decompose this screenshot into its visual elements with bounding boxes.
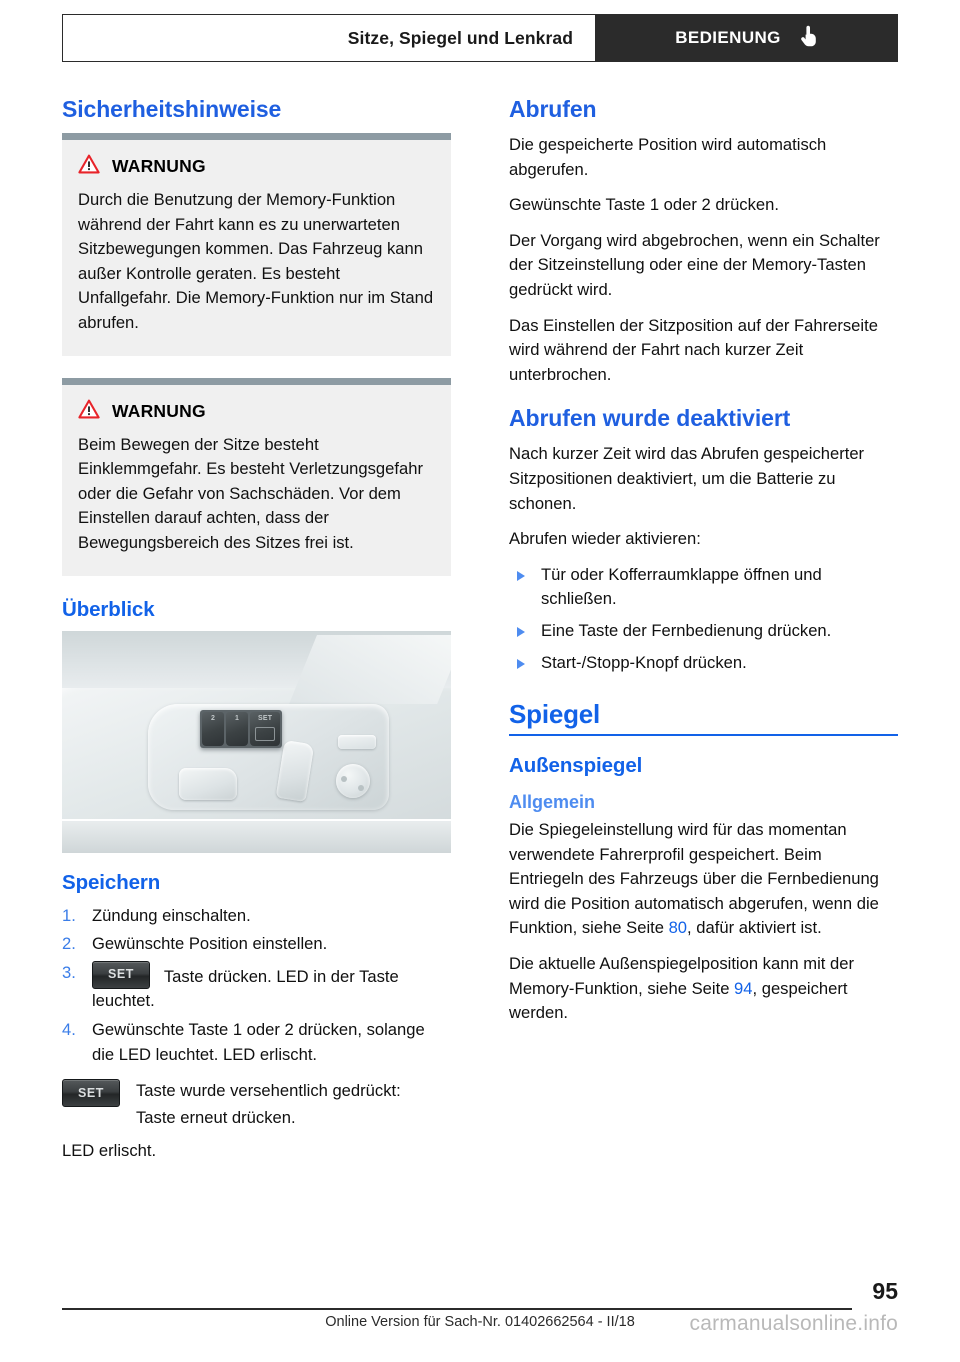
footer-divider xyxy=(62,1308,852,1310)
figure-memory-button-1 xyxy=(226,712,248,746)
set-button-note-line2: Taste erneut drücken. xyxy=(136,1108,296,1128)
pointing-hand-icon xyxy=(799,24,819,53)
heading-speichern: Speichern xyxy=(62,870,161,894)
warning-header-2 xyxy=(78,399,435,424)
abrufen-paragraph-1: Die gespeicherte Position wird automatisch abgerufen. xyxy=(509,135,827,179)
led-closing-text: LED erlischt. xyxy=(62,1141,157,1161)
allgemein-paragraph-1 xyxy=(509,818,898,941)
save-step-1: Zündung einschalten. xyxy=(92,905,251,925)
page-footer xyxy=(62,1278,898,1340)
header-title-box xyxy=(62,14,596,62)
figure-memory-button-2-label: 2 xyxy=(211,715,216,723)
chapter-tab-label: BEDIENUNG xyxy=(675,28,781,47)
reactivate-item-3: Start-/Stopp-Knopf drücken. xyxy=(509,651,898,676)
footer-online-note: Online Version für Sach-Nr. 01402662564 - II/18 xyxy=(325,1314,635,1330)
page-reference-80[interactable]: 80 xyxy=(668,918,688,938)
set-button-note-line1: Taste wurde versehentlich gedrückt: xyxy=(136,1081,401,1101)
deaktiviert-paragraph-2: Abrufen wieder aktivieren: xyxy=(509,529,701,549)
figure-memory-button-set-label: SET xyxy=(257,715,273,723)
allgemein-paragraph-2 xyxy=(509,952,898,1026)
warning-triangle-icon xyxy=(78,399,100,424)
reactivate-item-2: Eine Taste der Fernbedienung drücken. xyxy=(509,619,898,644)
page-title: Sitze, Spiegel und Lenkrad xyxy=(347,27,573,48)
set-button-note xyxy=(62,1077,451,1131)
allgemein-paragraph-2-pre: Die aktuelle Außenspiegelposition kann mit der Memory-Funktion, siehe Seite xyxy=(509,954,854,998)
heading-spiegel: Spiegel xyxy=(509,699,898,736)
warning-text-1: Durch die Benutzung der Memory-Funktion während der Fahrt kann es zu unerwarteten Sitzbewegungen kommen. Das Fahrzeug kann außer Kontrolle geraten. Es besteht Unfallgefahr. Die Memory-Funktion nur im Stand abrufen. xyxy=(78,190,434,332)
seat-memory-controls-figure xyxy=(62,631,451,853)
figure-memory-button-group xyxy=(200,710,282,748)
warning-label-1: WARNUNG xyxy=(112,156,206,176)
figure-lumbar-knob xyxy=(336,764,370,798)
save-step-4: Gewünschte Taste 1 oder 2 drücken, solange die LED leuchtet. LED erlischt. xyxy=(92,1019,425,1064)
heading-abrufen: Abrufen xyxy=(509,96,597,122)
reactivate-list xyxy=(509,563,898,675)
warning-box-1 xyxy=(62,133,451,356)
figure-memory-button-1-label: 1 xyxy=(235,715,240,723)
abrufen-paragraph-3: Der Vorgang wird abgebrochen, wenn ein Schalter der Sitzeinstellung oder eine der Memory-Tasten gedrückt wird. xyxy=(509,230,880,299)
deaktiviert-paragraph-1: Nach kurzer Zeit wird das Abrufen gespeicherter Sitzpositionen deaktiviert, um die Batterie zu schonen. xyxy=(509,444,865,513)
allgemein-paragraph-1-post: , dafür aktiviert ist. xyxy=(687,918,822,938)
chapter-tab-bedienung[interactable] xyxy=(596,14,898,62)
warning-box-2 xyxy=(62,378,451,576)
reactivate-item-1: Tür oder Kofferraumklappe öffnen und schließen. xyxy=(509,563,898,612)
warning-triangle-icon xyxy=(78,154,100,179)
figure-cushion-control xyxy=(179,768,237,800)
figure-headrest-control xyxy=(338,735,376,749)
set-button-glyph xyxy=(62,1079,120,1107)
warning-label-2: WARNUNG xyxy=(112,400,206,421)
save-step-3-text: Taste drücken. LED in der Taste leuchtet. xyxy=(92,966,399,1011)
heading-abrufen-deaktiviert: Abrufen wurde deaktiviert xyxy=(509,405,791,432)
save-step-2: Gewünschte Position einstellen. xyxy=(92,934,328,954)
warning-text-2: Beim Bewegen der Sitze besteht Einklemmgefahr. Es besteht Verletzungsgefahr oder die Gefahr von Sachschäden. Vor dem Einstellen darauf achten, dass der Bewegungsbereich des Sitzes frei ist. xyxy=(78,434,423,552)
save-steps-list xyxy=(62,904,451,1068)
abrufen-paragraph-2: Gewünschte Taste 1 oder 2 drücken. xyxy=(509,195,779,215)
set-button-glyph-label: SET xyxy=(107,967,135,982)
set-button-note-text xyxy=(136,1077,401,1131)
page-header xyxy=(62,14,898,62)
set-button-glyph xyxy=(92,961,150,989)
abrufen-paragraph-4: Das Einstellen der Sitzposition auf der Fahrerseite wird während der Fahrt nach kurzer Zeit unterbrochen. xyxy=(509,315,878,384)
heading-aussenspiegel: Außenspiegel xyxy=(509,754,643,778)
heading-sicherheitshinweise: Sicherheitshinweise xyxy=(62,96,282,122)
set-button-glyph-label: SET xyxy=(77,1086,105,1101)
heading-ueberblick: Überblick xyxy=(62,597,155,621)
warning-header-1 xyxy=(78,154,435,179)
right-column xyxy=(509,96,898,1026)
allgemein-paragraph-1-pre: Die Spiegeleinstellung wird für das momentan verwendete Fahrerprofil gespeichert. Beim Entriegeln des Fahrzeugs über die Fernbedienung wird die Position automatisch abgerufen, wenn die Funktion, siehe Seite xyxy=(509,820,879,938)
heading-allgemein: Allgemein xyxy=(509,792,596,813)
figure-memory-button-2 xyxy=(202,712,224,746)
page-number: 95 xyxy=(872,1278,898,1304)
figure-memory-button-set xyxy=(250,712,280,746)
left-column xyxy=(62,96,451,1164)
footer-watermark: carmanualsonline.info xyxy=(689,1312,898,1335)
allgemein-paragraph-2-post: , gespeichert werden. xyxy=(509,978,848,1023)
page-reference-94[interactable]: 94 xyxy=(734,978,753,998)
save-step-3 xyxy=(62,961,451,1014)
figure-bottom-rail xyxy=(62,819,451,852)
figure-top-edge xyxy=(62,631,451,689)
